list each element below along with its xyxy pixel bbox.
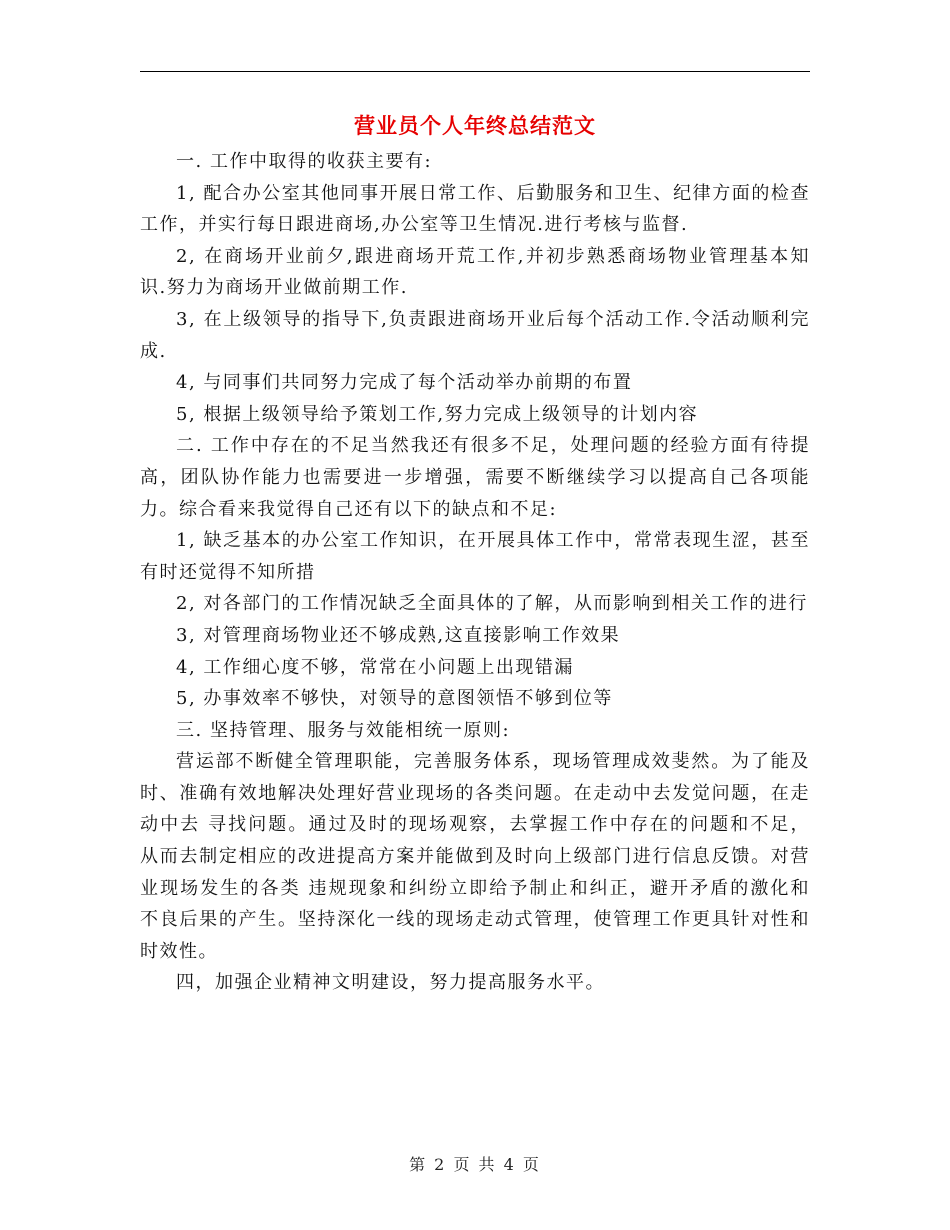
paragraph-shortcoming-1: 1, 缺乏基本的办公室工作知识，在开展具体工作中，常常表现生涩，甚至有时还觉得不知所措 xyxy=(140,530,810,583)
section-heading-3: 三. 坚持管理、服务与效能相统一原则: xyxy=(176,719,511,741)
page-number-footer: 第 2 页 共 4 页 xyxy=(409,1155,541,1174)
section-heading-2: 二. 工作中存在的不足当然我还有很多不足，处理问题的经验方面有待提高，团队协作能力也需要进一步增强，需要不断继续学习以提高自己各项能力。综合看来我觉得自己还有以下的缺点和不足: xyxy=(140,435,810,520)
section-heading-4: 四，加强企业精神文明建设，努力提高服务水平。 xyxy=(176,972,605,994)
paragraph-gain-3: 3, 在上级领导的指导下,负责跟进商场开业后每个活动工作.令活动顺利完成. xyxy=(140,308,810,362)
paragraph-management: 营运部不断健全管理职能，完善服务体系，现场管理成效斐然。为了能及时、准确有效地解决处理好营业现场的各类问题。在走动中去发觉问题，在走动中去 寻找问题。通过及时的现场观察，去掌握工作中存在的问题和不足，从而去制定相应的改进提高方案并能做到及时向上级部门进行信息反馈。对营业现场发生的各类 违规现象和纠纷立即给予制止和纠正，避开矛盾的激化和不良后果的产生。坚持深化一线的现场走动式管理，使管理工作更具针对性和时效性。 xyxy=(140,751,810,962)
paragraph-shortcoming-2: 2, 对各部门的工作情况缺乏全面具体的了解，从而影响到相关工作的进行 xyxy=(176,593,808,615)
section-heading-1: 一. 工作中取得的收获主要有: xyxy=(176,151,433,172)
document-title: 营业员个人年终总结范文 xyxy=(354,114,596,138)
paragraph-gain-2: 2, 在商场开业前夕,跟进商场开荒工作,并初步熟悉商场物业管理基本知识.努力为商场开业做前期工作. xyxy=(140,245,810,299)
paragraph-gain-4: 4, 与同事们共同努力完成了每个活动举办前期的布置 xyxy=(176,372,633,394)
paragraph-gain-5: 5, 根据上级领导给予策划工作,努力完成上级领导的计划内容 xyxy=(176,403,699,425)
paragraph-shortcoming-4: 4, 工作细心度不够，常常在小问题上出现错漏 xyxy=(176,656,574,678)
document-body xyxy=(140,146,810,999)
paragraph-shortcoming-3: 3, 对管理商场物业还不够成熟,这直接影响工作效果 xyxy=(176,624,621,646)
paragraph-gain-1: 1, 配合办公室其他同事开展日常工作、后勤服务和卫生、纪律方面的检查工作，并实行每日跟进商场,办公室等卫生情况.进行考核与监督. xyxy=(140,182,810,236)
paragraph-shortcoming-5: 5, 办事效率不够快，对领导的意图领悟不够到位等 xyxy=(176,688,613,710)
header-rule xyxy=(140,71,810,72)
